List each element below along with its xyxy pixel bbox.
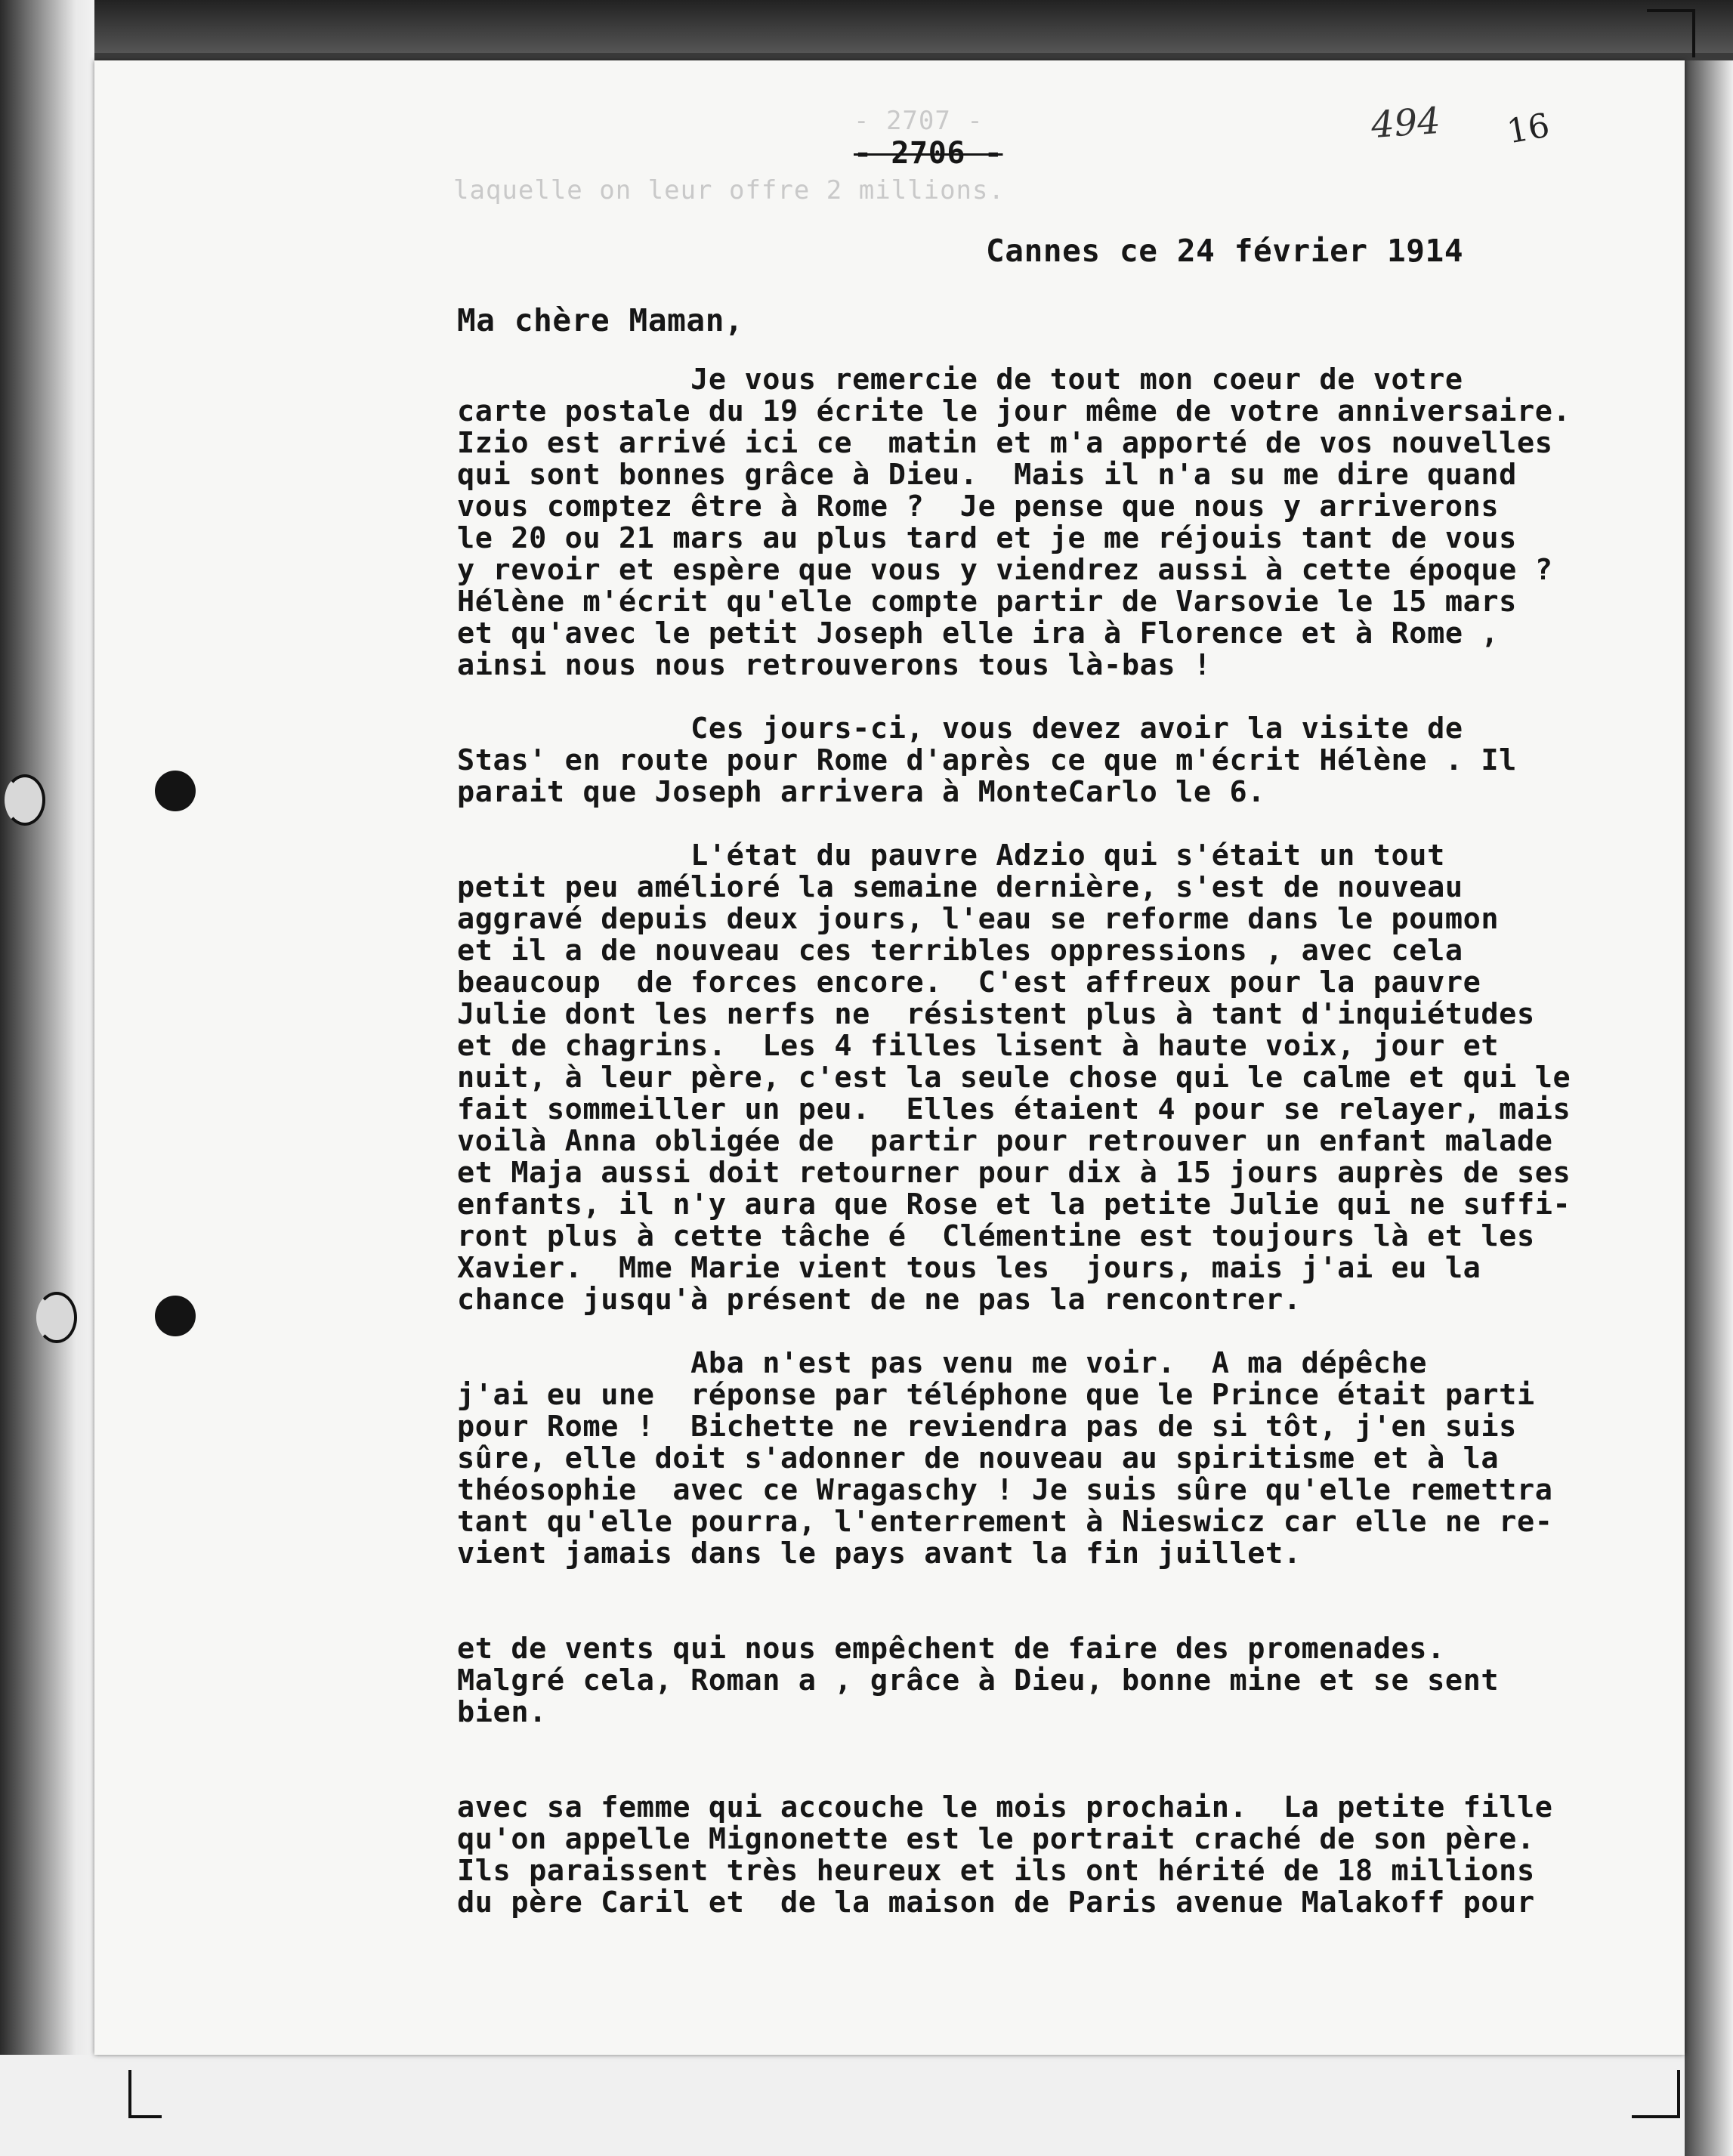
letter-line: ront plus à cette tâche é Clémentine est toujours là et les <box>457 1219 1535 1253</box>
letter-line: vous comptez être à Rome ? Je pense que nous y arriverons <box>457 490 1500 524</box>
letter-line: sûre, elle doit s'adonner de nouveau au spiritisme et à la <box>457 1441 1500 1475</box>
punch-hole-upper <box>155 771 196 811</box>
letter-line: Ces jours-ci, vous devez avoir la visite de <box>457 712 1463 746</box>
letter-line: Stas' en route pour Rome d'après ce que m'écrit Hélène . Il <box>457 743 1517 777</box>
letter-line: pour Rome ! Bichette ne reviendra pas de si tôt, j'en suis <box>457 1410 1517 1444</box>
letter-line: L'état du pauvre Adzio qui s'était un tout <box>457 839 1445 873</box>
letter-line: bien. <box>457 1695 547 1729</box>
letter-line: Xavier. Mme Marie vient tous les jours, mais j'ai eu la <box>457 1251 1481 1285</box>
punch-hole-edge-upper <box>5 774 45 826</box>
letter-date: Cannes ce 24 février 1914 <box>986 233 1464 269</box>
letter-line: Aba n'est pas venu me voir. A ma dépêche <box>457 1346 1428 1380</box>
letter-line: ainsi nous nous retrouverons tous là-bas ! <box>457 648 1212 682</box>
punch-hole-edge-lower <box>36 1292 77 1343</box>
letter-line: j'ai eu une réponse par téléphone que le Prince était parti <box>457 1378 1535 1412</box>
crop-mark-bottom-left <box>128 2070 162 2118</box>
letter-line: Izio est arrivé ici ce matin et m'a apporté de vos nouvelles <box>457 426 1553 460</box>
crop-mark-top-right <box>1647 9 1695 57</box>
letter-line: beaucoup de forces encore. C'est affreux pour la pauvre <box>457 965 1481 999</box>
letter-line: et Maja aussi doit retourner pour dix à 15 jours auprès de ses <box>457 1156 1571 1190</box>
letter-line: qu'on appelle Mignonette est le portrait craché de son père. <box>457 1822 1535 1856</box>
crop-mark-bottom-right <box>1632 2070 1680 2118</box>
letter-line: qui sont bonnes grâce à Dieu. Mais il n'a su me dire quand <box>457 458 1517 492</box>
scan-edge-bottom <box>0 2055 1733 2156</box>
archive-mark: 16 <box>1503 106 1553 152</box>
bleed-through-line: laquelle on leur offre 2 millions. <box>453 175 1005 205</box>
letter-line: et il a de nouveau ces terribles oppressions , avec cela <box>457 934 1463 968</box>
bleed-through-page-number: - 2707 - <box>854 106 984 136</box>
letter-line: Ils paraissent très heureux et ils ont hérité de 18 millions <box>457 1854 1535 1888</box>
letter-line: et de vents qui nous empêchent de faire des promenades. <box>457 1632 1445 1666</box>
letter-line: aggravé depuis deux jours, l'eau se reforme dans le poumon <box>457 902 1500 936</box>
letter-line: enfants, il n'y aura que Rose et la petite Julie qui ne suffi- <box>457 1188 1571 1222</box>
letter-line: du père Caril et de la maison de Paris avenue Malakoff pour <box>457 1886 1535 1920</box>
archive-number: 494 <box>1370 99 1442 147</box>
letter-line: fait sommeiller un peu. Elles étaient 4 pour se relayer, mais <box>457 1092 1571 1126</box>
letter-line: tant qu'elle pourra, l'enterrement à Nieswicz car elle ne re- <box>457 1505 1553 1539</box>
paper-shadow <box>1685 60 1733 2156</box>
letter-line: Malgré cela, Roman a , grâce à Dieu, bonne mine et se sent <box>457 1663 1500 1697</box>
letter-line: théosophie avec ce Wragaschy ! Je suis sûre qu'elle remettra <box>457 1473 1553 1507</box>
letter-line: le 20 ou 21 mars au plus tard et je me réjouis tant de vous <box>457 521 1517 555</box>
scan-edge-top <box>0 0 1733 53</box>
letter-line: carte postale du 19 écrite le jour même de votre anniversaire. <box>457 394 1571 428</box>
letter-line: Hélène m'écrit qu'elle compte partir de Varsovie le 15 mars <box>457 585 1517 619</box>
punch-hole-lower <box>155 1296 196 1336</box>
letter-line: chance jusqu'à présent de ne pas la rencontrer. <box>457 1283 1302 1317</box>
letter-line: vient jamais dans le pays avant la fin juillet. <box>457 1537 1302 1571</box>
letter-line: y revoir et espère que vous y viendrez aussi à cette époque ? <box>457 553 1553 587</box>
letter-line: avec sa femme qui accouche le mois prochain. La petite fille <box>457 1790 1553 1824</box>
letter-line: Je vous remercie de tout mon coeur de votre <box>457 363 1463 397</box>
letter-line: petit peu amélioré la semaine dernière, s'est de nouveau <box>457 870 1463 904</box>
page-number: - 2706 - <box>854 136 1003 171</box>
letter-line: Julie dont les nerfs ne résistent plus à tant d'inquiétudes <box>457 997 1535 1031</box>
letter-line: voilà Anna obligée de partir pour retrouver un enfant malade <box>457 1124 1553 1158</box>
letter-line: et de chagrins. Les 4 filles lisent à haute voix, jour et <box>457 1029 1500 1063</box>
letter-line: parait que Joseph arrivera à MonteCarlo le 6. <box>457 775 1266 809</box>
letter-line: nuit, à leur père, c'est la seule chose qui le calme et qui le <box>457 1061 1571 1095</box>
letter-line: et qu'avec le petit Joseph elle ira à Florence et à Rome , <box>457 616 1500 650</box>
letter-salutation: Ma chère Maman, <box>457 302 744 338</box>
scan-edge-left <box>0 0 94 2156</box>
